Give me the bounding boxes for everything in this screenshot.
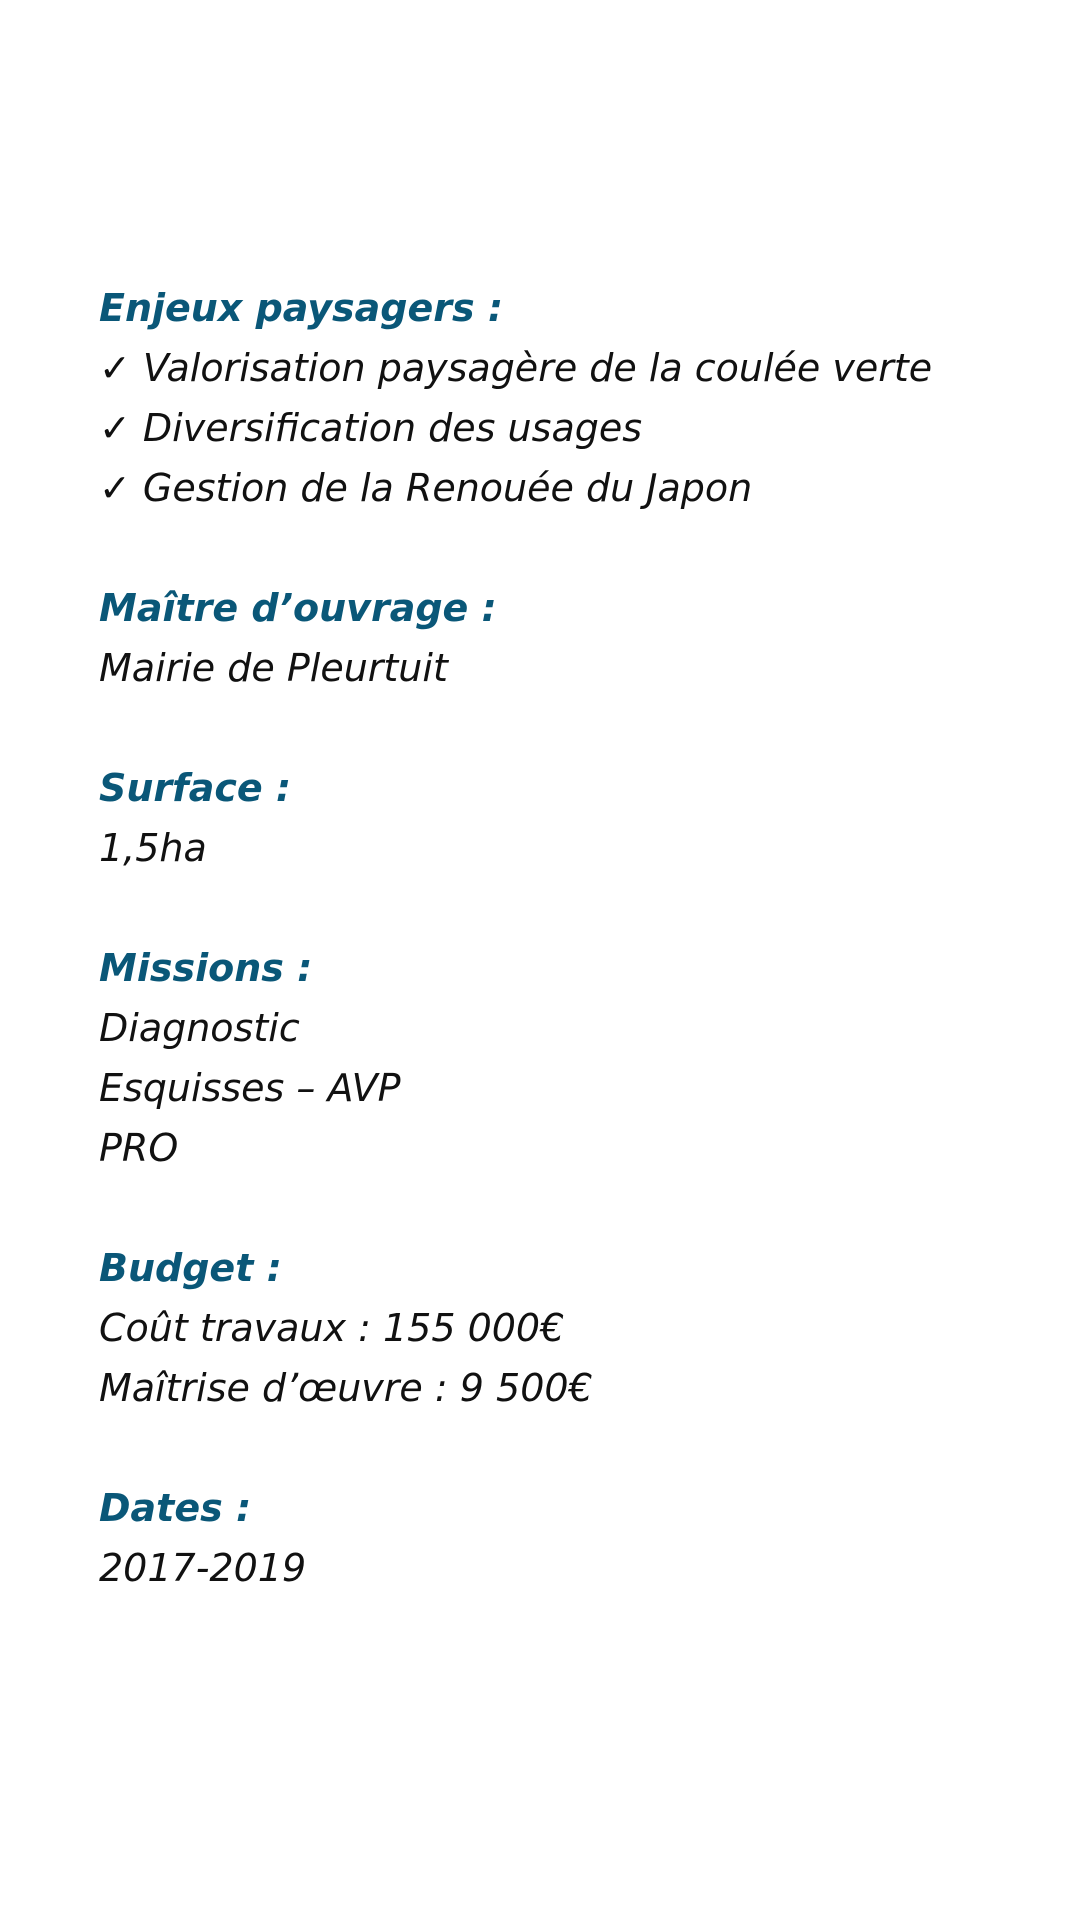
project-info bbox=[99, 278, 1039, 1658]
dates-heading: Dates : bbox=[99, 1486, 252, 1530]
dates-value: 2017-2019 bbox=[99, 1546, 307, 1590]
section-enjeux bbox=[99, 278, 1039, 518]
mission-item: Diagnostic bbox=[99, 1006, 300, 1050]
section-dates bbox=[99, 1478, 1039, 1598]
mission-item: PRO bbox=[99, 1126, 179, 1170]
surface-heading: Surface : bbox=[99, 766, 292, 810]
section-budget bbox=[99, 1238, 1039, 1418]
enjeux-item: ✓ Diversification des usages bbox=[99, 406, 643, 450]
section-surface bbox=[99, 758, 1039, 878]
enjeux-heading: Enjeux paysagers : bbox=[99, 286, 504, 330]
surface-value: 1,5ha bbox=[99, 826, 207, 870]
missions-heading: Missions : bbox=[99, 946, 313, 990]
budget-travaux: Coût travaux : 155 000€ bbox=[99, 1306, 565, 1350]
maitre-ouvrage-value: Mairie de Pleurtuit bbox=[99, 646, 448, 690]
section-missions bbox=[99, 938, 1039, 1178]
maitre-ouvrage-heading: Maître d’ouvrage : bbox=[99, 586, 497, 630]
budget-maitrise: Maîtrise d’œuvre : 9 500€ bbox=[99, 1366, 593, 1410]
enjeux-item: ✓ Gestion de la Renouée du Japon bbox=[99, 466, 753, 510]
section-maitre-ouvrage bbox=[99, 578, 1039, 698]
mission-item: Esquisses – AVP bbox=[99, 1066, 401, 1110]
enjeux-item: ✓ Valorisation paysagère de la coulée verte bbox=[99, 346, 933, 390]
budget-heading: Budget : bbox=[99, 1246, 282, 1290]
